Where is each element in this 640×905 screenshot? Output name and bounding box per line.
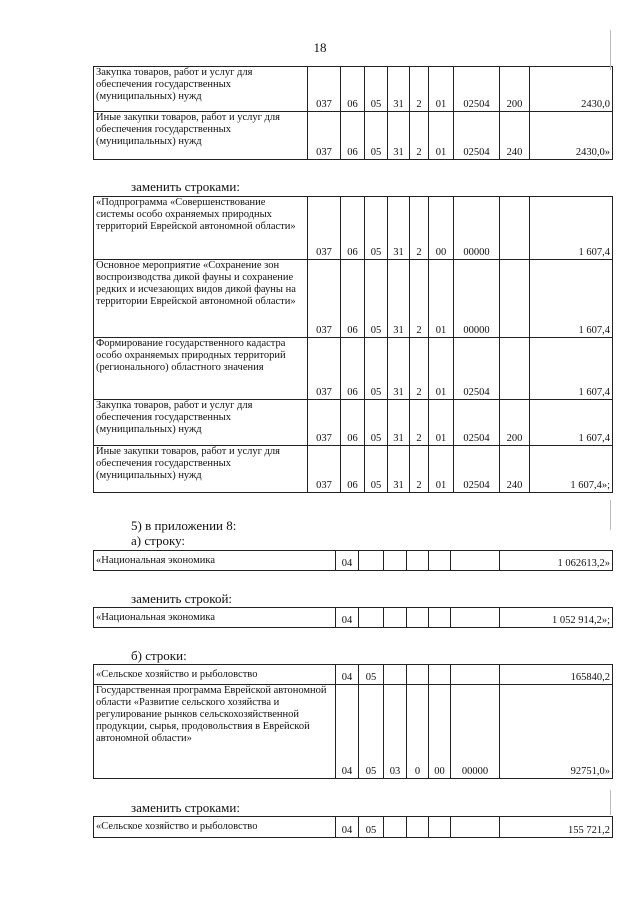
row-name: Основное мероприятие «Сохранение зон воспроизводства дикой фауны и сохранение редких и исчезающих видов дикой фауны на территории Еврейской автономной области»: [94, 260, 308, 338]
code-cell: [429, 817, 451, 838]
appendix-table-b-replacement: [93, 816, 613, 838]
code-cell: [429, 665, 451, 685]
page-number: 18: [313, 40, 327, 55]
sum-cell: 1 607,4»;: [530, 446, 613, 493]
sum-cell: 1 052 914,2»;: [500, 608, 613, 628]
code-cell: [384, 665, 407, 685]
code-cell: 05: [365, 260, 388, 338]
code-cell: [407, 817, 429, 838]
code-cell: 2: [410, 400, 429, 446]
code-cell: 0: [407, 685, 429, 779]
code-cell: [407, 608, 429, 628]
appendix-table-a-replacement: [93, 607, 613, 628]
code-cell: 05: [365, 338, 388, 400]
sum-cell: 2430,0: [530, 67, 613, 112]
code-cell: 31: [388, 400, 410, 446]
sum-cell: 165840,2: [500, 665, 613, 685]
code-cell: 05: [365, 197, 388, 260]
code-cell: 00: [429, 197, 454, 260]
code-cell: 06: [341, 338, 365, 400]
code-cell: 2: [410, 197, 429, 260]
code-cell: 037: [308, 260, 341, 338]
table-row: [94, 197, 613, 260]
code-cell: 06: [341, 112, 365, 160]
code-cell: 240: [500, 446, 530, 493]
sub-item-b: б) строки:: [131, 648, 187, 663]
code-cell: [407, 551, 429, 571]
code-cell: 02504: [454, 338, 500, 400]
code-cell: [407, 665, 429, 685]
row-name: Закупка товаров, работ и услуг для обеспечения государственных (муниципальных) нужд: [94, 67, 308, 112]
code-cell: 31: [388, 197, 410, 260]
table-row: [94, 551, 613, 571]
code-cell: 06: [341, 67, 365, 112]
code-cell: 04: [336, 551, 359, 571]
code-cell: 2: [410, 67, 429, 112]
code-cell: 31: [388, 260, 410, 338]
row-name: «Национальная экономика: [94, 608, 336, 628]
appendix-table-b: [93, 664, 613, 779]
code-cell: 04: [336, 817, 359, 838]
row-name: «Сельское хозяйство и рыболовство: [94, 665, 336, 685]
code-cell: 00000: [451, 685, 500, 779]
code-cell: 01: [429, 260, 454, 338]
code-cell: 06: [341, 400, 365, 446]
sum-cell: 155 721,2: [500, 817, 613, 838]
code-cell: 06: [341, 260, 365, 338]
code-cell: 01: [429, 67, 454, 112]
code-cell: 05: [359, 685, 384, 779]
code-cell: 037: [308, 67, 341, 112]
sum-cell: 1 607,4: [530, 338, 613, 400]
table-row: [94, 67, 613, 112]
code-cell: 037: [308, 446, 341, 493]
code-cell: 05: [365, 67, 388, 112]
code-cell: 03: [384, 685, 407, 779]
code-cell: 00000: [454, 260, 500, 338]
code-cell: 31: [388, 446, 410, 493]
sum-cell: 1 607,4: [530, 260, 613, 338]
table-row: [94, 338, 613, 400]
scan-artifact: [610, 500, 611, 530]
row-name: Иные закупки товаров, работ и услуг для обеспечения государственных (муниципальных) нужд: [94, 112, 308, 160]
code-cell: [384, 551, 407, 571]
code-cell: 00: [429, 685, 451, 779]
scan-artifact: [610, 30, 611, 70]
code-cell: 037: [308, 338, 341, 400]
code-cell: [384, 608, 407, 628]
code-cell: 06: [341, 197, 365, 260]
table-row: [94, 260, 613, 338]
row-name: «Национальная экономика: [94, 551, 336, 571]
row-name: «Подпрограмма «Совершенствование системы особо охраняемых природных территорий Еврейской автономной области»: [94, 197, 308, 260]
code-cell: [429, 551, 451, 571]
code-cell: 037: [308, 400, 341, 446]
code-cell: 05: [365, 112, 388, 160]
code-cell: 05: [359, 665, 384, 685]
code-cell: 037: [308, 112, 341, 160]
sum-cell: 1 607,4: [530, 400, 613, 446]
row-name: Иные закупки товаров, работ и услуг для обеспечения государственных (муниципальных) нужд: [94, 446, 308, 493]
code-cell: 06: [341, 446, 365, 493]
code-cell: 2: [410, 446, 429, 493]
code-cell: 05: [365, 446, 388, 493]
code-cell: 31: [388, 67, 410, 112]
appendix-item: 5) в приложении 8:: [131, 518, 237, 533]
code-cell: [500, 260, 530, 338]
table-row: [94, 112, 613, 160]
code-cell: 240: [500, 112, 530, 160]
table-row: [94, 608, 613, 628]
code-cell: 02504: [454, 112, 500, 160]
code-cell: 2: [410, 260, 429, 338]
table-row: [94, 665, 613, 685]
code-cell: 02504: [454, 400, 500, 446]
code-cell: [429, 608, 451, 628]
code-cell: [500, 197, 530, 260]
code-cell: 200: [500, 67, 530, 112]
appendix-table-a: [93, 550, 613, 571]
replace-row-phrase: заменить строкой:: [131, 591, 233, 606]
code-cell: [451, 665, 500, 685]
code-cell: 02504: [454, 67, 500, 112]
code-cell: [359, 551, 384, 571]
budget-table-new: [93, 196, 613, 493]
code-cell: 04: [336, 608, 359, 628]
code-cell: 02504: [454, 446, 500, 493]
code-cell: 2: [410, 112, 429, 160]
code-cell: 01: [429, 400, 454, 446]
sum-cell: 1 607,4: [530, 197, 613, 260]
sub-item-a: а) строку:: [131, 533, 186, 548]
replace-rows-phrase: заменить строками:: [131, 179, 240, 194]
sum-cell: 1 062613,2»: [500, 551, 613, 571]
scan-artifact: [610, 790, 611, 815]
code-cell: 31: [388, 112, 410, 160]
table-row: [94, 685, 613, 779]
code-cell: [359, 608, 384, 628]
table-row: [94, 400, 613, 446]
code-cell: 01: [429, 446, 454, 493]
row-name: Государственная программа Еврейской автономной области «Развитие сельского хозяйства и регулирование рынков сельскохозяйственной продукции, сырья, продовольствия в Еврейской автономной области»: [94, 685, 336, 779]
code-cell: 04: [336, 665, 359, 685]
code-cell: [384, 817, 407, 838]
sum-cell: 92751,0»: [500, 685, 613, 779]
code-cell: [451, 551, 500, 571]
code-cell: 00000: [454, 197, 500, 260]
table-row: [94, 817, 613, 838]
code-cell: 05: [359, 817, 384, 838]
code-cell: 200: [500, 400, 530, 446]
code-cell: 037: [308, 197, 341, 260]
code-cell: 04: [336, 685, 359, 779]
code-cell: 01: [429, 112, 454, 160]
budget-table-old: [93, 66, 613, 160]
code-cell: [451, 608, 500, 628]
code-cell: 01: [429, 338, 454, 400]
row-name: Формирование государственного кадастра особо охраняемых природных территорий (регионального) областного значения: [94, 338, 308, 400]
replace-rows-phrase: заменить строками:: [131, 800, 240, 815]
code-cell: [500, 338, 530, 400]
sum-cell: 2430,0»: [530, 112, 613, 160]
code-cell: 2: [410, 338, 429, 400]
code-cell: 31: [388, 338, 410, 400]
code-cell: [451, 817, 500, 838]
row-name: Закупка товаров, работ и услуг для обеспечения государственных (муниципальных) нужд: [94, 400, 308, 446]
row-name: «Сельское хозяйство и рыболовство: [94, 817, 336, 838]
code-cell: 05: [365, 400, 388, 446]
table-row: [94, 446, 613, 493]
